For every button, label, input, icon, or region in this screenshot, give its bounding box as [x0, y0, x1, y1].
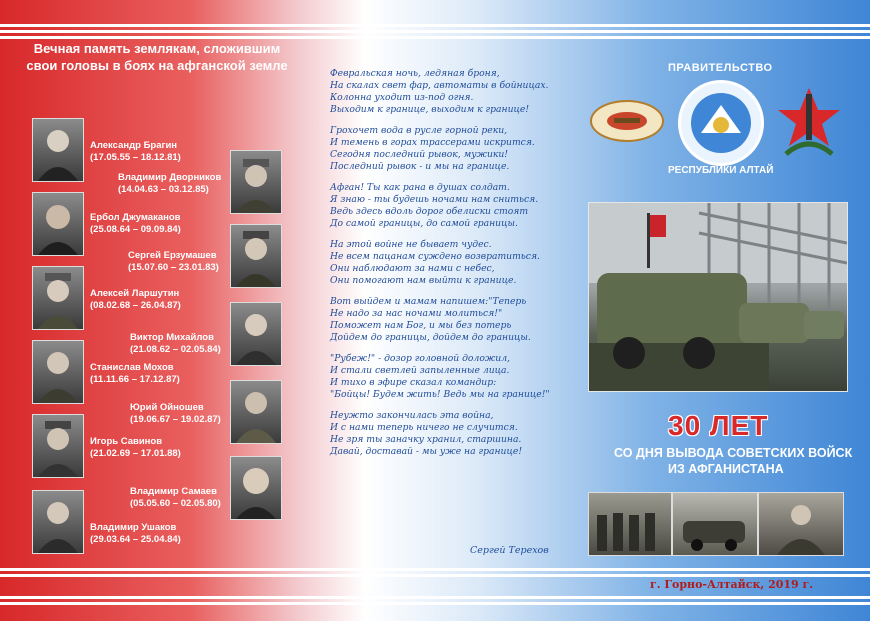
- portrait-photo: [32, 414, 84, 478]
- poem-stanza: Афган! Ты как рана в душах солдат. Я знаю - ты будешь ночами нам сниться. Ведь здесь вдоль дорог обелиски стоят До самой границы, до самой границы.: [330, 182, 539, 229]
- portrait-photo: [32, 340, 84, 404]
- soldier-phone-photo: [758, 492, 844, 556]
- portrait-photo: [230, 302, 282, 366]
- bottom-stripe-2: [0, 574, 870, 577]
- bottom-stripe-3: [0, 596, 870, 599]
- anniversary-subtitle-2: ИЗ АФГАНИСТАНА: [668, 462, 784, 476]
- anniversary-years: 30 ЛЕТ: [668, 410, 769, 441]
- person-name: Александр Брагин (17.05.55 – 18.12.81): [90, 140, 181, 163]
- poem-stanza: Февральская ночь, ледяная броня, На скалах свет фар, автоматы в бойницах. Колонна уходит из-под огня. Выходим к границе, выходим к границе!: [330, 68, 549, 115]
- anniversary-subtitle-1: СО ДНЯ ВЫВОДА СОВЕТСКИХ ВОЙСК: [614, 446, 853, 460]
- altai-coat-of-arms: [678, 80, 764, 166]
- person-name: Сергей Ерзумашев (15.07.60 – 23.01.83): [128, 250, 219, 273]
- person-name: Алексей Ларшутин (08.02.68 – 26.04.87): [90, 288, 181, 311]
- portrait-photo: [32, 192, 84, 256]
- person-name: Владимир Самаев (05.05.60 – 02.05.80): [130, 486, 221, 509]
- portrait-photo: [230, 150, 282, 214]
- poem-stanza: Грохочет вода в русле горной реки, И темень в горах трассерами искрится. Сегодня последний рывок, мужики! Последний рывок - и мы на границе.: [330, 125, 535, 172]
- person-name: Игорь Савинов (21.02.69 – 17.01.88): [90, 436, 181, 459]
- poem-stanza: На этой войне не бывает чудес. Не всем пацанам суждено возвратиться. Они наблюдают за нами с небес, Они помогают нам выйти к границе.: [330, 239, 540, 286]
- bottom-stripe-1: [0, 568, 870, 571]
- poem-stanza: "Рубеж!" - дозор головной доложил, И стали светлей запыленные лица. И тихо в эфире сказал командир: "Бойцы! Будем жить! Ведь мы на границе!": [330, 353, 550, 400]
- top-stripe-2: [0, 30, 870, 33]
- memorial-heading: Вечная память землякам, сложившим свои головы в боях на афганской земле: [26, 41, 288, 73]
- portrait-photo: [32, 118, 84, 182]
- portrait-photo: [230, 456, 282, 520]
- poem-stanza: Вот выйдем и мамам напишем:"Теперь Не надо за нас ночами молиться!" Поможет нам Бог, и мы без потерь Дойдем до границы, дойдем до границы.: [330, 296, 531, 343]
- portrait-photo: [230, 380, 282, 444]
- person-name: Владимир Ушаков (29.03.64 – 25.04.84): [90, 522, 181, 545]
- person-name: Станислав Мохов (11.11.66 – 17.12.87): [90, 362, 180, 385]
- poem: [330, 68, 560, 467]
- portrait-photo: [230, 224, 282, 288]
- top-stripe-3: [0, 36, 870, 39]
- government-title: ПРАВИТЕЛЬСТВО: [668, 62, 773, 74]
- person-name: Владимир Дворников (14.04.63 – 03.12.85): [118, 172, 222, 195]
- person-name: Юрий Ойношев (19.06.67 – 19.02.87): [130, 402, 221, 425]
- portrait-photo: [32, 266, 84, 330]
- footer-city-year: г. Горно-Алтайск, 2019 г.: [650, 578, 814, 591]
- poem-stanza: Неужто закончилась эта война, И с нами теперь ничего не случится. Не зря ты заначку хранил, старшина. Давай, доставай - мы уже на границе!: [330, 410, 523, 457]
- armored-vehicle-photo: [672, 492, 758, 556]
- veterans-union-logo: [590, 100, 664, 142]
- combat-brotherhood-emblem: [778, 84, 840, 156]
- troops-withdrawal-photo: [588, 202, 848, 392]
- top-stripe-1: [0, 24, 870, 27]
- government-subtitle: РЕСПУБЛИКИ АЛТАЙ: [668, 165, 774, 176]
- soldiers-group-photo: [588, 492, 672, 556]
- person-name: Виктор Михайлов (21.08.62 – 02.05.84): [130, 332, 221, 355]
- bottom-stripe-4: [0, 602, 870, 605]
- person-name: Ербол Джумаканов (25.08.64 – 09.09.84): [90, 212, 181, 235]
- poem-author: Сергей Терехов: [470, 545, 549, 556]
- portrait-photo: [32, 490, 84, 554]
